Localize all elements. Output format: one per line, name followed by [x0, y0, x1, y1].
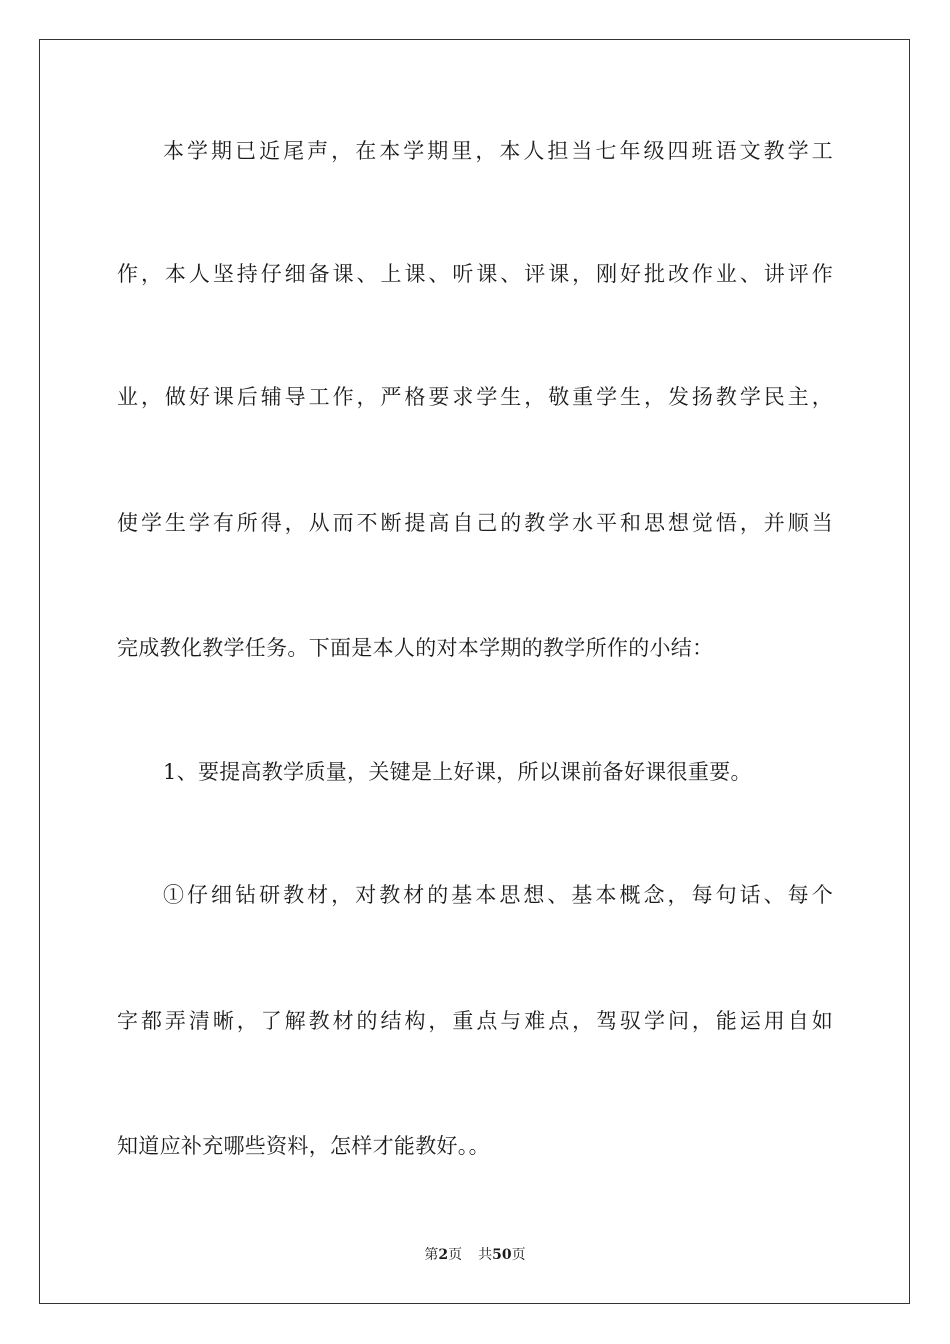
footer-page-total: 50 [492, 1247, 512, 1263]
footer-page-prefix: 第 [424, 1247, 439, 1263]
paragraph-1-line-1: 本学期已近尾声，在本学期里，本人担当七年级四班语文教学工 [163, 139, 833, 163]
paragraph-2-line-1: 1、要提高教学质量，关键是上好课，所以课前备好课很重要。 [163, 760, 752, 784]
paragraph-1-line-2: 作，本人坚持仔细备课、上课、听课、评课，刚好批改作业、讲评作 [117, 262, 833, 286]
paragraph-1-line-5: 完成教化教学任务。下面是本人的对本学期的教学所作的小结： [117, 636, 714, 660]
page-border [39, 39, 910, 1304]
paragraph-3-line-1: ①仔细钻研教材，对教材的基本思想、基本概念，每句话、每个 [163, 883, 833, 907]
paragraph-1-line-3: 业，做好课后辅导工作，严格要求学生，敬重学生，发扬教学民主， [117, 385, 833, 409]
footer-total-prefix: 共 [478, 1247, 493, 1263]
footer-page-suffix: 页 [448, 1247, 463, 1263]
page-footer [0, 1246, 950, 1264]
footer-total-suffix: 页 [511, 1247, 526, 1263]
paragraph-1-line-4: 使学生学有所得，从而不断提高自己的教学水平和思想觉悟，并顺当 [117, 511, 833, 535]
paragraph-3-line-3: 知道应补充哪些资料，怎样才能教好。。 [117, 1134, 490, 1158]
footer-page-current: 2 [438, 1247, 449, 1263]
paragraph-3-line-2: 字都弄清晰，了解教材的结构，重点与难点，驾驭学问，能运用自如 [117, 1009, 833, 1033]
